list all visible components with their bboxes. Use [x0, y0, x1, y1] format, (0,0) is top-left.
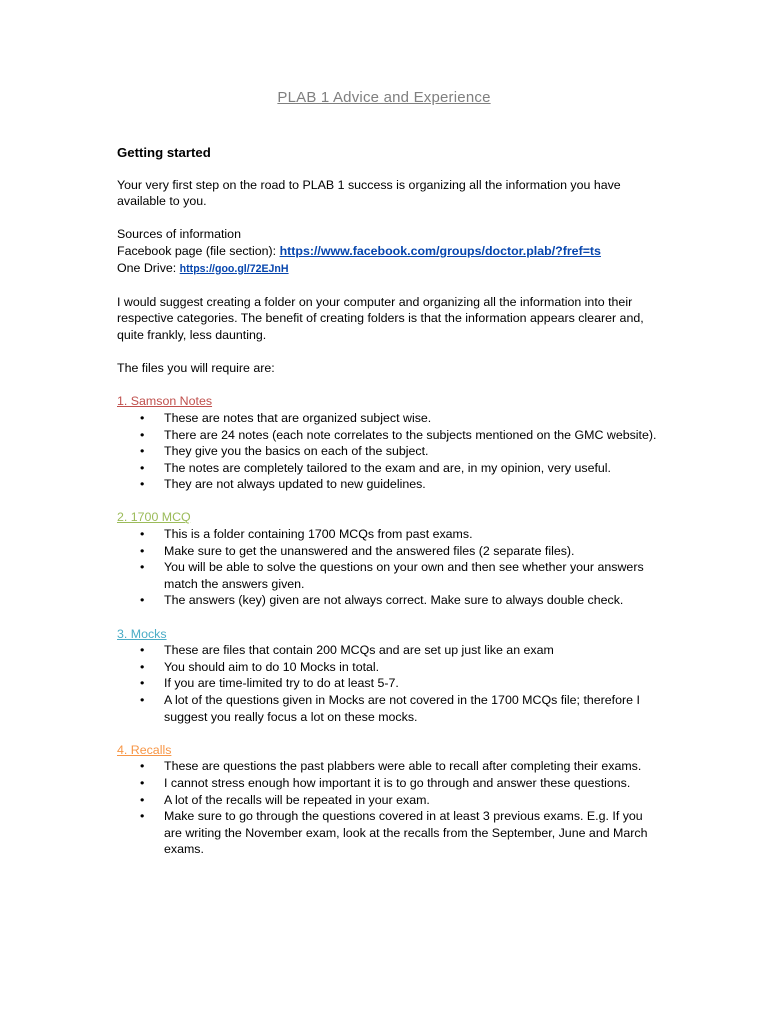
list-item: • These are files that contain 200 MCQs and are set up just like an exam [140, 643, 554, 658]
list-item: • They are not always updated to new guidelines. [140, 477, 426, 492]
bullet-icon: • [140, 792, 145, 807]
section-title: 3. Mocks [117, 626, 167, 641]
section-1700-mcq [117, 509, 657, 609]
list-item: • They give you the basics on each of the subject. [140, 444, 429, 459]
facebook-link[interactable]: https://www.facebook.com/groups/doctor.plab/?fref=ts [279, 243, 601, 258]
section-recalls [117, 742, 657, 858]
bullet-icon: • [140, 759, 145, 774]
bullet-icon: • [140, 477, 145, 492]
list-item: • You should aim to do 10 Mocks in total. [140, 659, 380, 674]
list-item: • Make sure to get the unanswered and the answered files (2 separate files). [140, 543, 575, 558]
bullet-icon: • [140, 560, 145, 575]
bullet-icon: • [140, 527, 145, 542]
onedrive-line [117, 260, 657, 278]
bullet-list [117, 642, 657, 725]
section-title: 2. 1700 MCQ [117, 510, 191, 525]
section-mocks [117, 626, 657, 726]
bullet-icon: • [140, 775, 145, 790]
document-title: PLAB 1 Advice and Experience [277, 89, 491, 106]
bullet-icon: • [140, 543, 145, 558]
bullet-icon: • [140, 444, 145, 459]
list-item: • A lot of the questions given in Mocks are not covered in the 1700 MCQs file; therefore I suggest you really focus a lot on these mocks. [140, 693, 640, 724]
list-item: • I cannot stress enough how important it is to go through and answer these questions. [140, 775, 631, 790]
onedrive-label: One Drive: [117, 260, 177, 275]
list-item: • These are questions the past plabbers were able to recall after completing their exams. [140, 759, 642, 774]
bullet-list [117, 410, 657, 493]
list-item: • The notes are completely tailored to the exam and are, in my opinion, very useful. [140, 460, 611, 475]
list-item: • This is a folder containing 1700 MCQs from past exams. [140, 527, 473, 542]
bullet-icon: • [140, 593, 145, 608]
section-title: 4. Recalls [117, 742, 172, 757]
bullet-icon: • [140, 643, 145, 658]
bullet-icon: • [140, 809, 145, 824]
bullet-icon: • [140, 676, 145, 691]
intro-paragraph: Your very first step on the road to PLAB 1 success is organizing all the information you have available to you. [117, 177, 621, 209]
facebook-label: Facebook page (file section): [117, 243, 277, 258]
bullet-icon: • [140, 410, 145, 425]
onedrive-link[interactable]: https://goo.gl/72EJnH [179, 262, 289, 275]
section-title: 1. Samson Notes [117, 394, 213, 409]
suggestion-paragraph: I would suggest creating a folder on your computer and organizing all the information into their respective categories. The benefit of creating folders is that the information appears clearer and, quite frankly, less daunting. [117, 294, 644, 342]
list-item: • Make sure to go through the questions covered in at least 3 previous exams. E.g. If you are writing the November exam, look at the recalls from the September, June and March exams. [140, 809, 648, 857]
bullet-list [117, 526, 657, 609]
sources-label: Sources of information [117, 227, 241, 242]
bullet-icon: • [140, 427, 145, 442]
list-item: • If you are time-limited try to do at least 5-7. [140, 676, 399, 691]
bullet-icon: • [140, 460, 145, 475]
section-heading: Getting started [117, 145, 211, 160]
list-item: • A lot of the recalls will be repeated in your exam. [140, 792, 430, 807]
bullet-icon: • [140, 693, 145, 707]
bullet-icon: • [140, 659, 145, 674]
facebook-line [117, 243, 657, 260]
section-samson-notes [117, 393, 657, 493]
files-intro: The files you will require are: [117, 361, 275, 376]
list-item: • There are 24 notes (each note correlates to the subjects mentioned on the GMC website). [140, 427, 657, 442]
list-item: • The answers (key) given are not always correct. Make sure to always double check. [140, 593, 624, 608]
list-item: • You will be able to solve the questions on your own and then see whether your answers match the answers given. [140, 560, 644, 591]
list-item: • These are notes that are organized subject wise. [140, 410, 432, 425]
bullet-list [117, 758, 657, 858]
document-body [117, 145, 657, 858]
